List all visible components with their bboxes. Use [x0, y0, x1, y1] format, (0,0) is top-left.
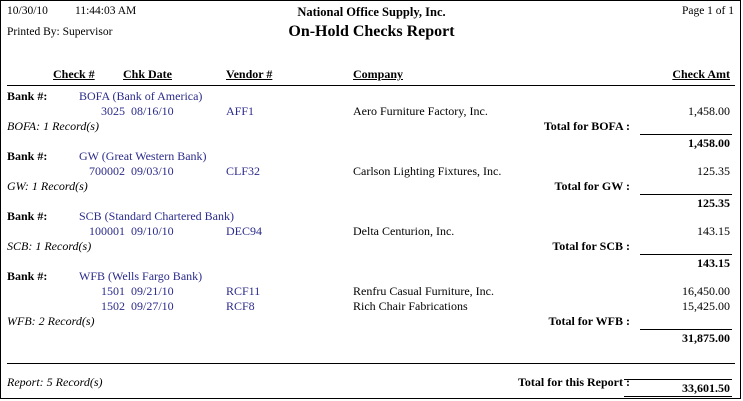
group-record-count: WFB: 2 Record(s)	[7, 314, 95, 328]
bank-header-row	[1, 149, 742, 164]
group-record-count: SCB: 1 Record(s)	[7, 239, 92, 253]
grand-total-divider-top	[624, 379, 732, 380]
cell-amount: 143.15	[697, 224, 730, 238]
report-time: 11:44:03 AM	[75, 5, 137, 17]
group-total-row	[1, 329, 742, 344]
grand-total-divider-bottom	[624, 396, 732, 397]
group-total-row	[1, 134, 742, 149]
cell-check-no: 3025	[101, 104, 125, 118]
cell-company: Rich Chair Fabrications	[353, 299, 468, 313]
table-row	[1, 224, 742, 239]
cell-chk-date: 09/27/10	[131, 299, 174, 313]
group-total-label: Total for WFB :	[548, 314, 630, 328]
report-date: 10/30/10	[7, 5, 48, 17]
group-total-label: Total for SCB :	[552, 239, 630, 253]
report-header-second	[1, 23, 742, 43]
cell-vendor-no: RCF11	[226, 284, 261, 298]
group-summary-row	[1, 179, 742, 194]
cell-chk-date: 09/10/10	[131, 224, 174, 238]
group-record-count: GW: 1 Record(s)	[7, 179, 88, 193]
bank-group	[1, 209, 742, 269]
grand-total-label: Total for this Report :	[518, 375, 630, 389]
page-indicator: Page 1 of 1	[681, 5, 734, 17]
column-header-company: Company	[353, 67, 404, 81]
group-summary-row	[1, 239, 742, 254]
company-name: National Office Supply, Inc.	[297, 5, 446, 19]
bank-group	[1, 269, 742, 344]
column-header-chk-date: Chk Date	[123, 67, 173, 81]
table-row	[1, 299, 742, 314]
column-header-check-no: Check #	[53, 67, 95, 81]
report-footer	[1, 367, 742, 397]
bank-label: Bank #:	[7, 209, 48, 223]
group-total-label: Total for GW :	[554, 179, 630, 193]
bank-name: GW (Great Western Bank)	[79, 149, 207, 163]
cell-vendor-no: RCF8	[226, 299, 255, 313]
printed-by: Printed By: Supervisor	[7, 26, 113, 38]
page-title: On-Hold Checks Report	[288, 23, 455, 40]
cell-company: Delta Centurion, Inc.	[353, 224, 455, 238]
cell-amount: 1,458.00	[688, 104, 730, 118]
group-total-amount: 31,875.00	[682, 331, 730, 345]
group-total-amount: 143.15	[697, 256, 730, 270]
cell-check-no: 1502	[101, 299, 125, 313]
group-total-row	[1, 254, 742, 269]
bank-header-row	[1, 269, 742, 284]
cell-chk-date: 09/21/10	[131, 284, 174, 298]
cell-amount: 125.35	[697, 164, 730, 178]
bank-name: SCB (Standard Chartered Bank)	[79, 209, 234, 223]
bank-header-row	[1, 89, 742, 104]
cell-chk-date: 09/03/10	[131, 164, 174, 178]
cell-check-no: 700002	[89, 164, 125, 178]
cell-vendor-no: CLF32	[226, 164, 261, 178]
cell-check-no: 100001	[89, 224, 125, 238]
bank-name: BOFA (Bank of America)	[79, 89, 203, 103]
cell-company: Aero Furniture Factory, Inc.	[353, 104, 488, 118]
bank-label: Bank #:	[7, 89, 48, 103]
report-record-count: Report: 5 Record(s)	[7, 375, 103, 389]
cell-company: Carlson Lighting Fixtures, Inc.	[353, 164, 502, 178]
table-row	[1, 284, 742, 299]
cell-vendor-no: AFF1	[226, 104, 255, 118]
group-total-divider	[640, 329, 732, 330]
group-total-divider	[640, 194, 732, 195]
column-header-check-amt: Check Amt	[672, 67, 730, 81]
report-header-top	[1, 5, 742, 19]
cell-vendor-no: DEC94	[226, 224, 262, 238]
cell-company: Renfru Casual Furniture, Inc.	[353, 284, 494, 298]
group-summary-row	[1, 119, 742, 134]
bank-name: WFB (Wells Fargo Bank)	[79, 269, 203, 283]
bank-label: Bank #:	[7, 269, 48, 283]
group-total-label: Total for BOFA :	[543, 119, 630, 133]
group-total-divider	[640, 134, 732, 135]
grand-total-amount: 33,601.50	[682, 381, 730, 395]
table-row	[1, 104, 742, 119]
table-row	[1, 164, 742, 179]
footer-divider	[7, 363, 735, 364]
group-record-count: BOFA: 1 Record(s)	[7, 119, 99, 133]
report-body	[1, 89, 742, 344]
group-total-row	[1, 194, 742, 209]
group-total-amount: 125.35	[697, 196, 730, 210]
column-headers	[1, 67, 742, 85]
bank-group	[1, 89, 742, 149]
column-header-vendor-no: Vendor #	[226, 67, 273, 81]
bank-group	[1, 149, 742, 209]
bank-label: Bank #:	[7, 149, 48, 163]
cell-amount: 15,425.00	[682, 299, 730, 313]
header-divider	[7, 85, 735, 86]
cell-chk-date: 08/16/10	[131, 104, 174, 118]
cell-check-no: 1501	[101, 284, 125, 298]
group-total-amount: 1,458.00	[688, 136, 730, 150]
group-summary-row	[1, 314, 742, 329]
group-total-divider	[640, 254, 732, 255]
cell-amount: 16,450.00	[682, 284, 730, 298]
bank-header-row	[1, 209, 742, 224]
